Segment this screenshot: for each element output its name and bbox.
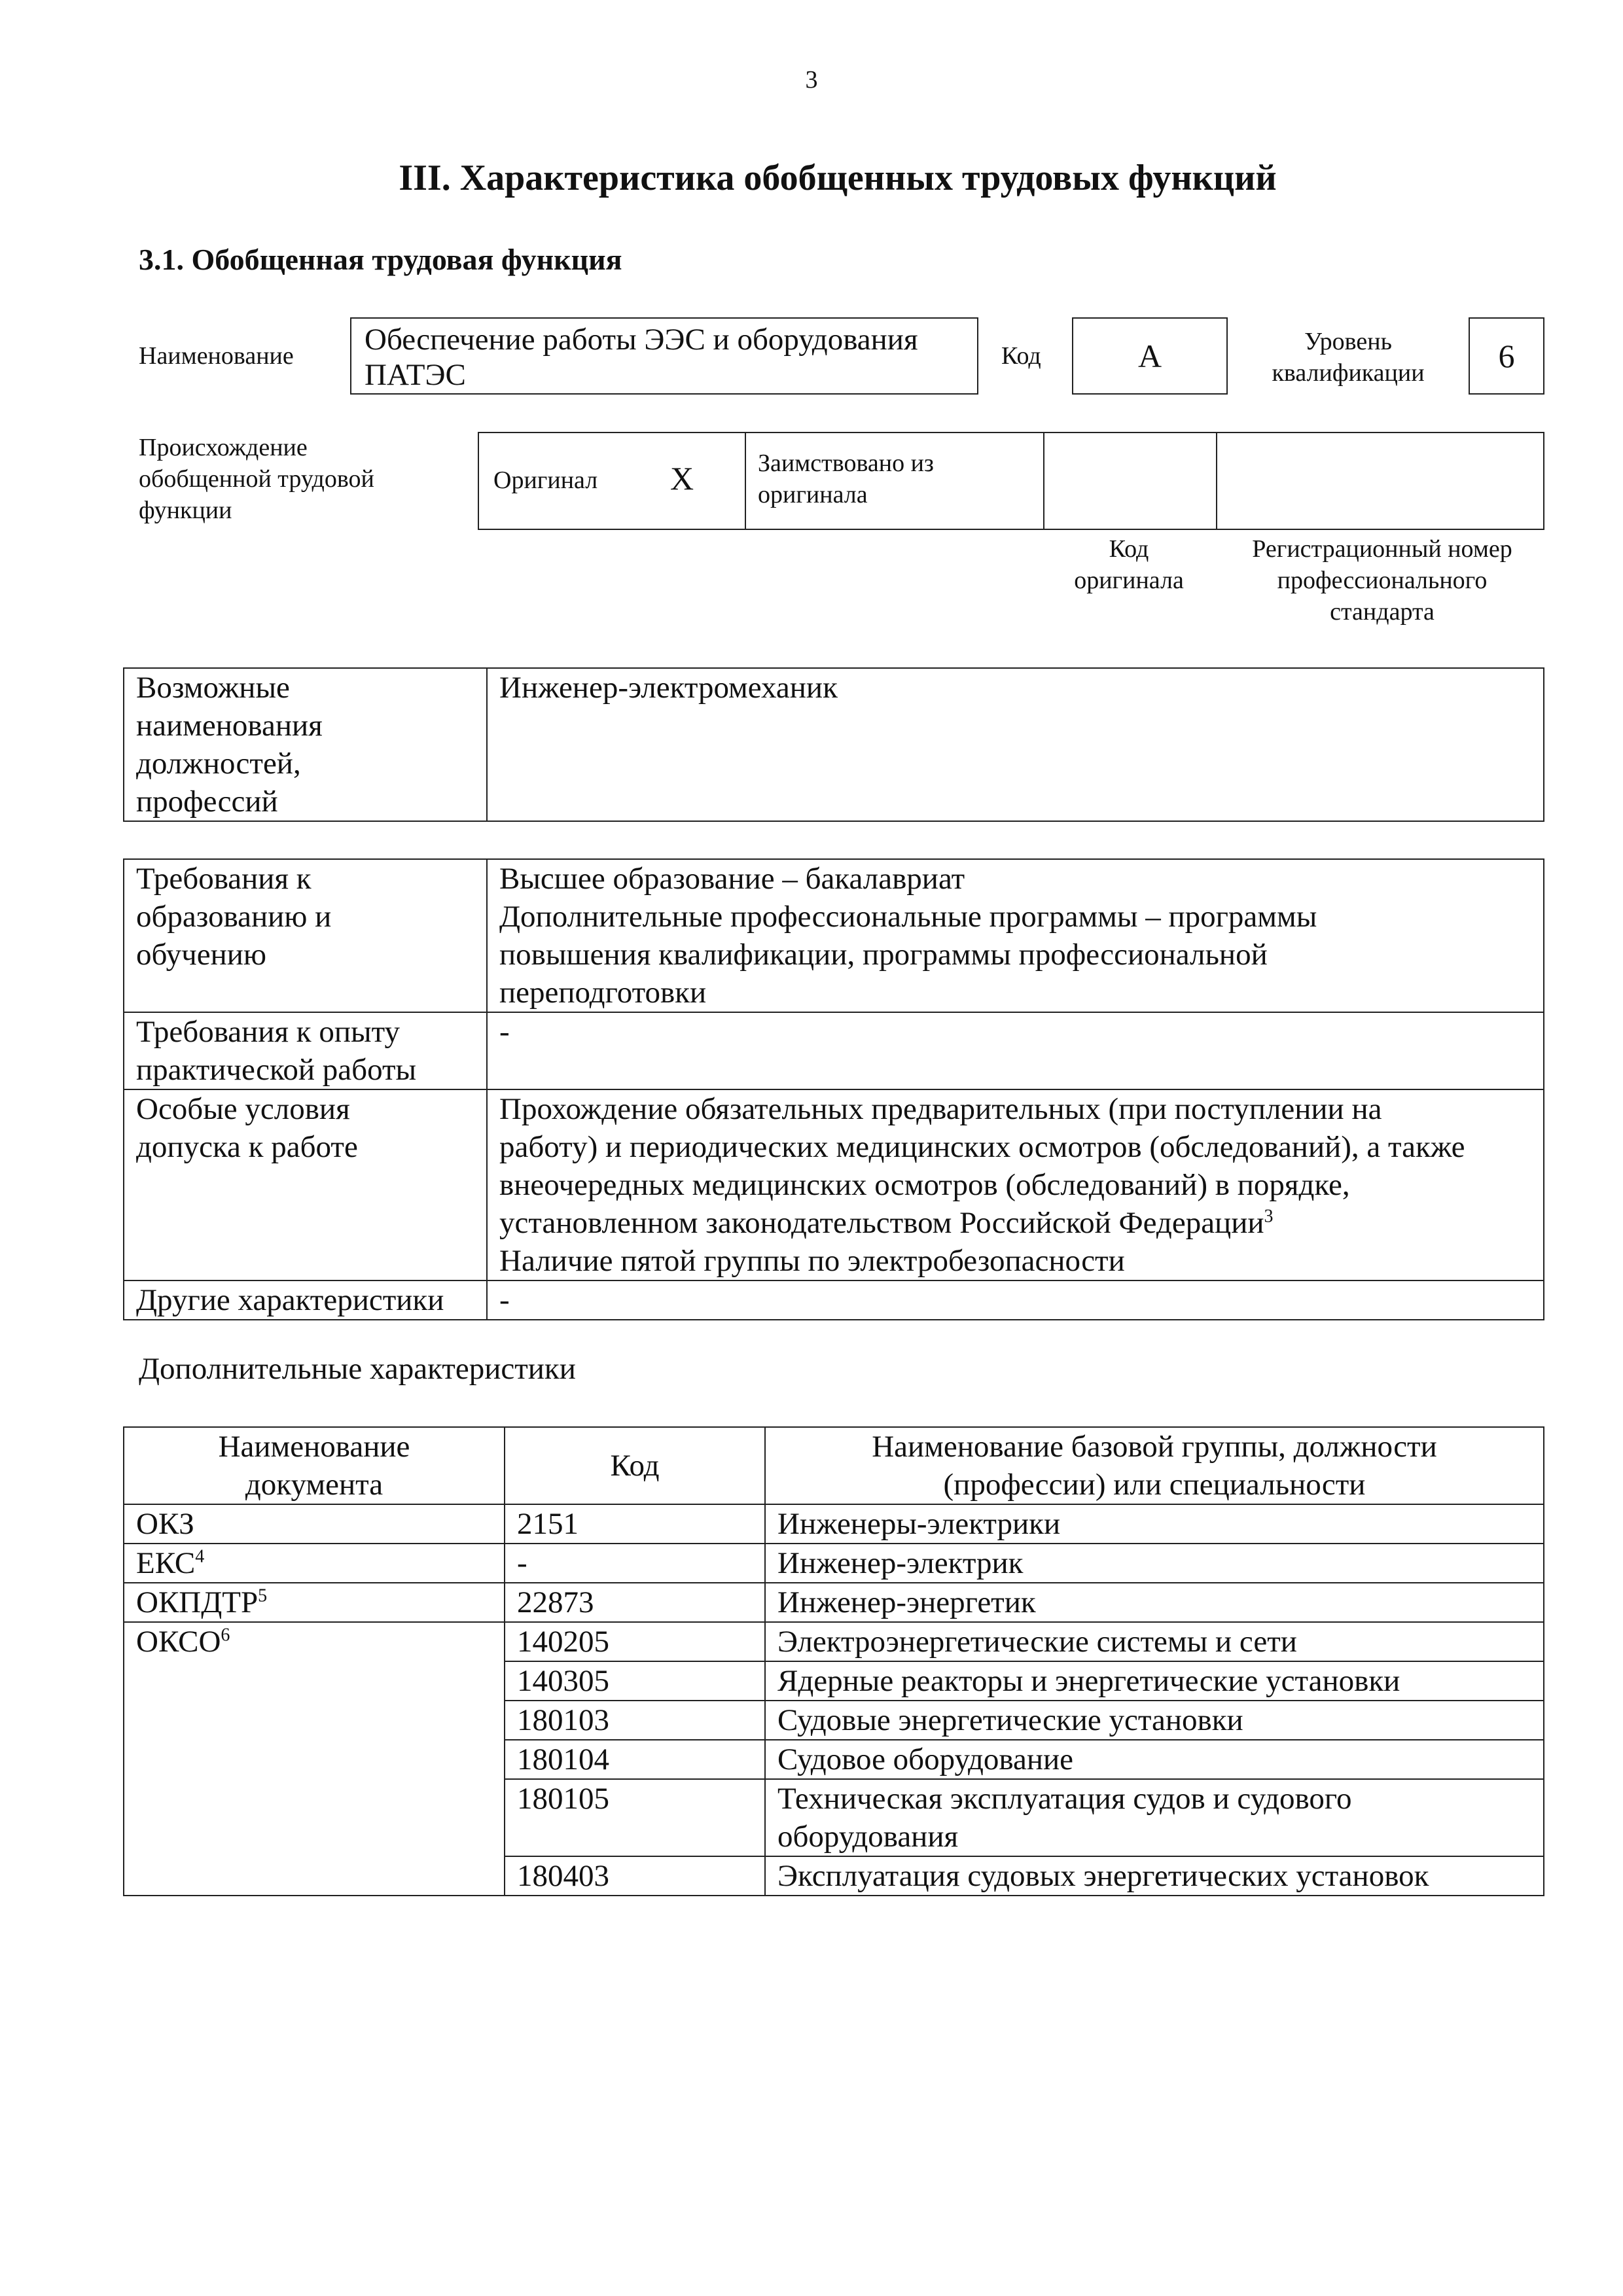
borrowed-label <box>758 448 934 510</box>
education-line1: Высшее образование – бакалавриат <box>499 862 965 896</box>
code-cell: 180105 <box>505 1779 765 1856</box>
additional-table <box>123 1426 1544 1896</box>
conditions-line3: внеочередных медицинских осмотров (обследований) в порядке, <box>499 1168 1350 1202</box>
education-line2: Дополнительные профессиональные программы – программы <box>499 900 1317 934</box>
name-cell <box>765 1856 1544 1896</box>
reg-caption-line3: стандарта <box>1330 598 1435 626</box>
section-title: III. Характеристика обобщенных трудовых функций <box>399 158 1277 198</box>
doc-name: ОКСО <box>136 1625 221 1659</box>
additional-row <box>124 1583 1544 1622</box>
additional-row <box>124 1504 1544 1544</box>
name-cell <box>765 1583 1544 1622</box>
col-doc-header <box>124 1427 505 1504</box>
positions-label-line2: наименования <box>136 709 323 743</box>
col-doc-header-line1: Наименование <box>218 1430 410 1464</box>
name-cell <box>765 1779 1544 1856</box>
code-cell: 140205 <box>505 1622 765 1661</box>
col-name-header-line2: (профессии) или специальности <box>943 1468 1366 1502</box>
positions-label-line4: профессий <box>136 785 278 819</box>
level-label-line2: квалификации <box>1272 359 1425 387</box>
origin-label-line1: Происхождение <box>139 434 308 461</box>
education-line4: переподготовки <box>499 976 707 1010</box>
conditions-label-line1: Особые условия <box>136 1092 350 1126</box>
additional-header-row <box>124 1427 1544 1504</box>
function-name-box <box>350 317 978 395</box>
name-line1: Судовые энергетические установки <box>777 1703 1243 1737</box>
name-cell <box>765 1622 1544 1661</box>
col-doc-header-line2: документа <box>245 1468 383 1502</box>
level-value-box: 6 <box>1469 317 1544 395</box>
name-label: Наименование <box>139 342 294 370</box>
code-cell: 2151 <box>505 1504 765 1544</box>
doc-footnote: 5 <box>258 1585 268 1606</box>
conditions-line5: Наличие пятой группы по электробезопасности <box>499 1244 1125 1278</box>
name-cell <box>765 1701 1544 1740</box>
experience-label-line2: практической работы <box>136 1053 417 1087</box>
conditions-line4-text: установленном законодательством Российской Федерации <box>499 1206 1264 1240</box>
positions-row <box>124 668 1544 821</box>
name-line1: Инженер-электрик <box>777 1546 1024 1580</box>
name-line1: Ядерные реакторы и энергетические установки <box>777 1664 1400 1698</box>
original-label: Оригинал <box>493 467 598 494</box>
name-line1: Техническая эксплуатация судов и судового <box>777 1782 1352 1816</box>
borrowed-label-line1: Заимствовано из <box>758 450 934 477</box>
positions-table <box>123 667 1544 822</box>
name-cell <box>765 1661 1544 1701</box>
doc-cell <box>124 1622 505 1896</box>
education-value <box>487 859 1544 1012</box>
education-label-line1: Требования к <box>136 862 312 896</box>
code-caption <box>1044 533 1214 596</box>
code-cell: 140305 <box>505 1661 765 1701</box>
origin-label <box>139 432 374 526</box>
conditions-line1: Прохождение обязательных предварительных (при поступлении на <box>499 1092 1382 1126</box>
name-line1: Инженеры-электрики <box>777 1507 1061 1541</box>
function-name-line1: Обеспечение работы ЭЭС и оборудования <box>365 323 918 357</box>
positions-value: Инженер-электромеханик <box>487 668 1544 821</box>
footnote-3: 3 <box>1264 1206 1274 1227</box>
reg-caption-line1: Регистрационный номер <box>1252 535 1512 563</box>
doc-cell <box>124 1544 505 1583</box>
code-caption-line2: оригинала <box>1074 567 1184 594</box>
conditions-line2: работу) и периодических медицинских осмотров (обследований), а также <box>499 1130 1465 1164</box>
name-line1: Судовое оборудование <box>777 1742 1074 1776</box>
code-cell: - <box>505 1544 765 1583</box>
experience-label-line1: Требования к опыту <box>136 1015 401 1049</box>
code-cell: 180104 <box>505 1740 765 1779</box>
other-value: - <box>487 1280 1544 1320</box>
conditions-line4 <box>499 1204 1531 1242</box>
positions-label-line3: должностей, <box>136 747 301 781</box>
doc-cell <box>124 1583 505 1622</box>
education-label-line3: обучению <box>136 938 267 972</box>
origin-cell-borrowed <box>746 433 1044 529</box>
col-code-header: Код <box>505 1427 765 1504</box>
code-label: Код <box>1001 342 1041 370</box>
experience-row <box>124 1012 1544 1089</box>
name-line1: Эксплуатация судовых энергетических установок <box>777 1859 1429 1893</box>
name-line2: оборудования <box>777 1820 959 1854</box>
origin-table <box>478 432 1544 530</box>
name-line1: Электроэнергетические системы и сети <box>777 1625 1297 1659</box>
other-label: Другие характеристики <box>124 1280 487 1320</box>
additional-row <box>124 1544 1544 1583</box>
borrowed-label-line2: оригинала <box>758 481 868 508</box>
origin-label-line3: функции <box>139 497 232 524</box>
education-label <box>124 859 487 1012</box>
code-cell: 22873 <box>505 1583 765 1622</box>
origin-label-line2: обобщенной трудовой <box>139 465 374 493</box>
name-cell <box>765 1504 1544 1544</box>
name-cell <box>765 1740 1544 1779</box>
doc-name: ОКЗ <box>136 1507 194 1541</box>
conditions-label <box>124 1089 487 1280</box>
page-number: 3 <box>805 66 818 94</box>
education-line3: повышения квалификации, программы профессиональной <box>499 938 1268 972</box>
doc-footnote: 6 <box>221 1625 230 1646</box>
doc-name: ЕКС <box>136 1546 196 1580</box>
code-cell: 180403 <box>505 1856 765 1896</box>
positions-label-line1: Возможные <box>136 671 290 705</box>
doc-cell <box>124 1504 505 1544</box>
code-caption-line1: Код <box>1109 535 1149 563</box>
conditions-value <box>487 1089 1544 1280</box>
original-mark: X <box>670 460 694 497</box>
code-cell: 180103 <box>505 1701 765 1740</box>
code-value-box: А <box>1072 317 1228 395</box>
experience-label <box>124 1012 487 1089</box>
requirements-table <box>123 858 1544 1320</box>
education-label-line2: образованию и <box>136 900 332 934</box>
conditions-row <box>124 1089 1544 1280</box>
reg-caption-line2: профессионального <box>1277 567 1488 594</box>
additional-title: Дополнительные характеристики <box>139 1352 576 1386</box>
origin-cell-original <box>479 433 746 529</box>
positions-label <box>124 668 487 821</box>
doc-footnote: 4 <box>195 1546 205 1567</box>
additional-row <box>124 1622 1544 1661</box>
reg-number-caption <box>1219 533 1546 627</box>
col-name-header-line1: Наименование базовой группы, должности <box>872 1430 1437 1464</box>
doc-name: ОКПДТР <box>136 1585 259 1619</box>
experience-value: - <box>487 1012 1544 1089</box>
level-label-line1: Уровень <box>1304 328 1392 355</box>
other-row <box>124 1280 1544 1320</box>
name-cell <box>765 1544 1544 1583</box>
level-label <box>1250 326 1446 389</box>
col-name-header <box>765 1427 1544 1504</box>
education-row <box>124 859 1544 1012</box>
subsection-title: 3.1. Обобщенная трудовая функция <box>139 243 622 276</box>
name-line1: Инженер-энергетик <box>777 1585 1036 1619</box>
conditions-label-line2: допуска к работе <box>136 1130 358 1164</box>
function-name-line2: ПАТЭС <box>365 358 466 392</box>
origin-cell-code <box>1044 433 1217 529</box>
